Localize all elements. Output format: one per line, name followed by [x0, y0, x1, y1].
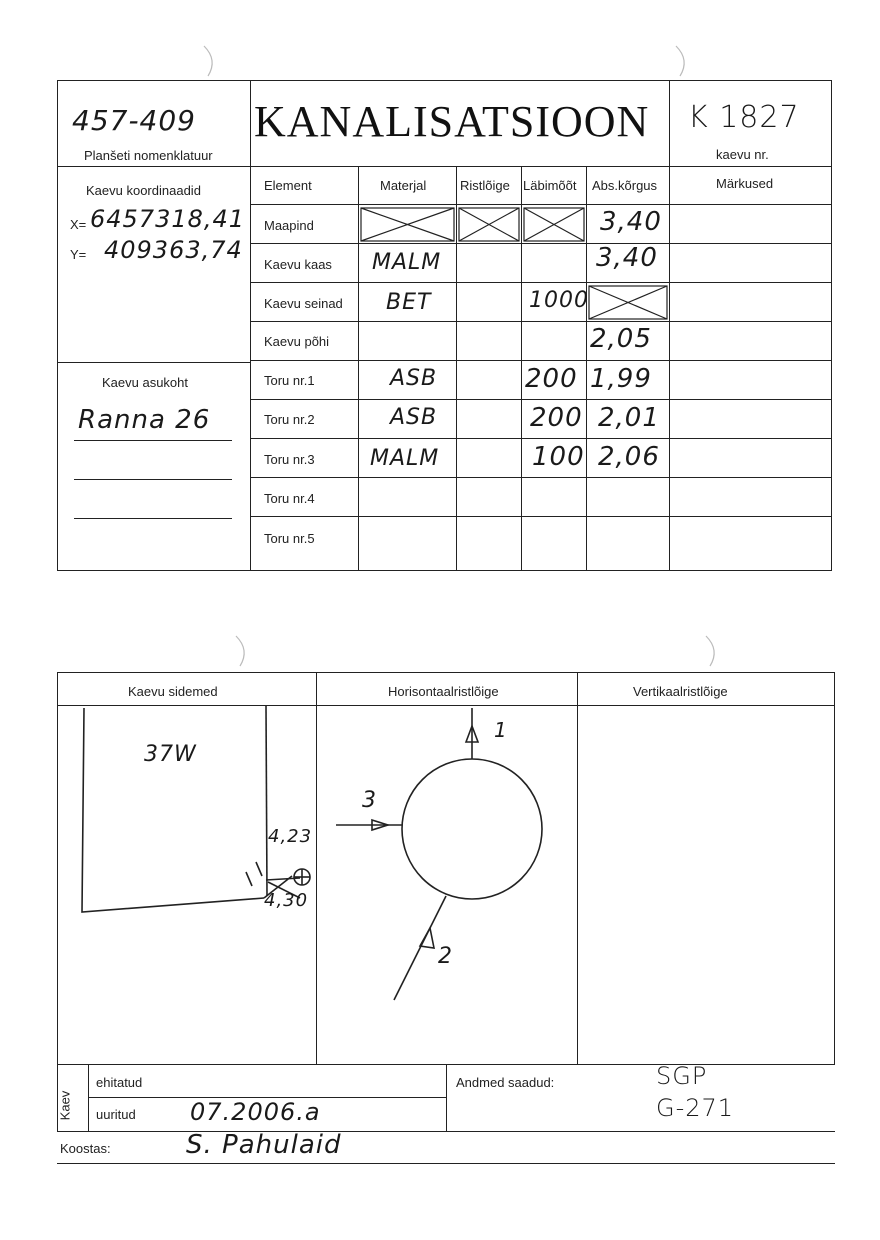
labimoot-value: 200: [530, 403, 583, 433]
materjal-value: ASB: [390, 366, 438, 391]
source-label: Andmed saadud:: [456, 1075, 555, 1090]
col-header-materjal: Materjal: [380, 178, 427, 193]
materjal-value: ASB: [390, 405, 438, 430]
y-value: 409363,74: [104, 236, 243, 264]
row-element: Toru nr.5: [264, 531, 315, 546]
abs-value: 1,99: [590, 364, 652, 394]
abs-value: 2,06: [598, 442, 660, 472]
y-label: Y=: [70, 247, 87, 262]
surveyed-label: uuritud: [96, 1107, 136, 1122]
row-element: Toru nr.2: [264, 412, 315, 427]
materjal-value: MALM: [370, 446, 440, 471]
coordinates-label: Kaevu koordinaadid: [86, 183, 201, 198]
header-horisontaal: Horisontaalristlõige: [388, 684, 499, 699]
col-header-abs-korgus: Abs.kõrgus: [592, 178, 658, 193]
form-title: KANALISATSIOON: [254, 97, 650, 146]
location-label: Kaevu asukoht: [102, 375, 189, 390]
location-value: Ranna 26: [78, 405, 211, 435]
author-label: Koostas:: [60, 1141, 111, 1156]
col-header-element: Element: [264, 178, 312, 193]
pipe-1-label: 1: [494, 718, 508, 742]
abs-value: 2,01: [598, 403, 660, 433]
distance-top: 4,23: [268, 826, 313, 847]
row-element: Kaevu põhi: [264, 334, 330, 349]
row-element: Toru nr.4: [264, 491, 315, 506]
row-element: Toru nr.3: [264, 452, 315, 467]
col-header-ristloige: Ristlõige: [460, 178, 510, 193]
col-header-markused: Märkused: [716, 176, 774, 191]
well-number-value: K 1827: [688, 100, 800, 135]
row-element: Maapind: [264, 218, 314, 233]
materjal-value: BET: [386, 290, 432, 315]
row-element: Kaevu kaas: [264, 257, 332, 272]
nomenclature-value: 457-409: [72, 104, 196, 137]
surveyed-value: 07.2006.a: [190, 1098, 321, 1126]
header-vertikaal: Vertikaalristlõige: [633, 684, 728, 699]
pipe-3-label: 3: [362, 788, 377, 813]
side-label-kaev: Kaev: [57, 1090, 73, 1121]
source-value-2: G-271: [656, 1094, 735, 1122]
row-element: Toru nr.1: [264, 373, 315, 388]
pipe-2-label: 2: [438, 944, 453, 969]
col-header-labimoot: Läbimõõt: [523, 178, 577, 193]
source-value-1: SGP: [656, 1062, 708, 1090]
materjal-value: MALM: [372, 250, 442, 275]
author-signature: S. Pahulaid: [186, 1130, 342, 1160]
abs-value: 3,40: [600, 207, 662, 237]
labimoot-value: 100: [532, 442, 585, 472]
row-element: Kaevu seinad: [264, 296, 343, 311]
nomenclature-label: Planšeti nomenklatuur: [84, 148, 213, 163]
labimoot-value: 200: [525, 364, 578, 394]
x-label: X=: [70, 217, 87, 232]
labimoot-value: 1000: [529, 288, 589, 313]
well-number-label: kaevu nr.: [716, 147, 769, 162]
built-label: ehitatud: [96, 1075, 143, 1090]
abs-value: 3,40: [596, 243, 658, 273]
header-kaevu-sidemed: Kaevu sidemed: [128, 684, 218, 699]
building-label: 37W: [144, 742, 197, 767]
abs-value: 2,05: [590, 324, 652, 354]
distance-bottom: 4,30: [264, 890, 309, 911]
x-value: 6457318,41: [90, 205, 246, 233]
